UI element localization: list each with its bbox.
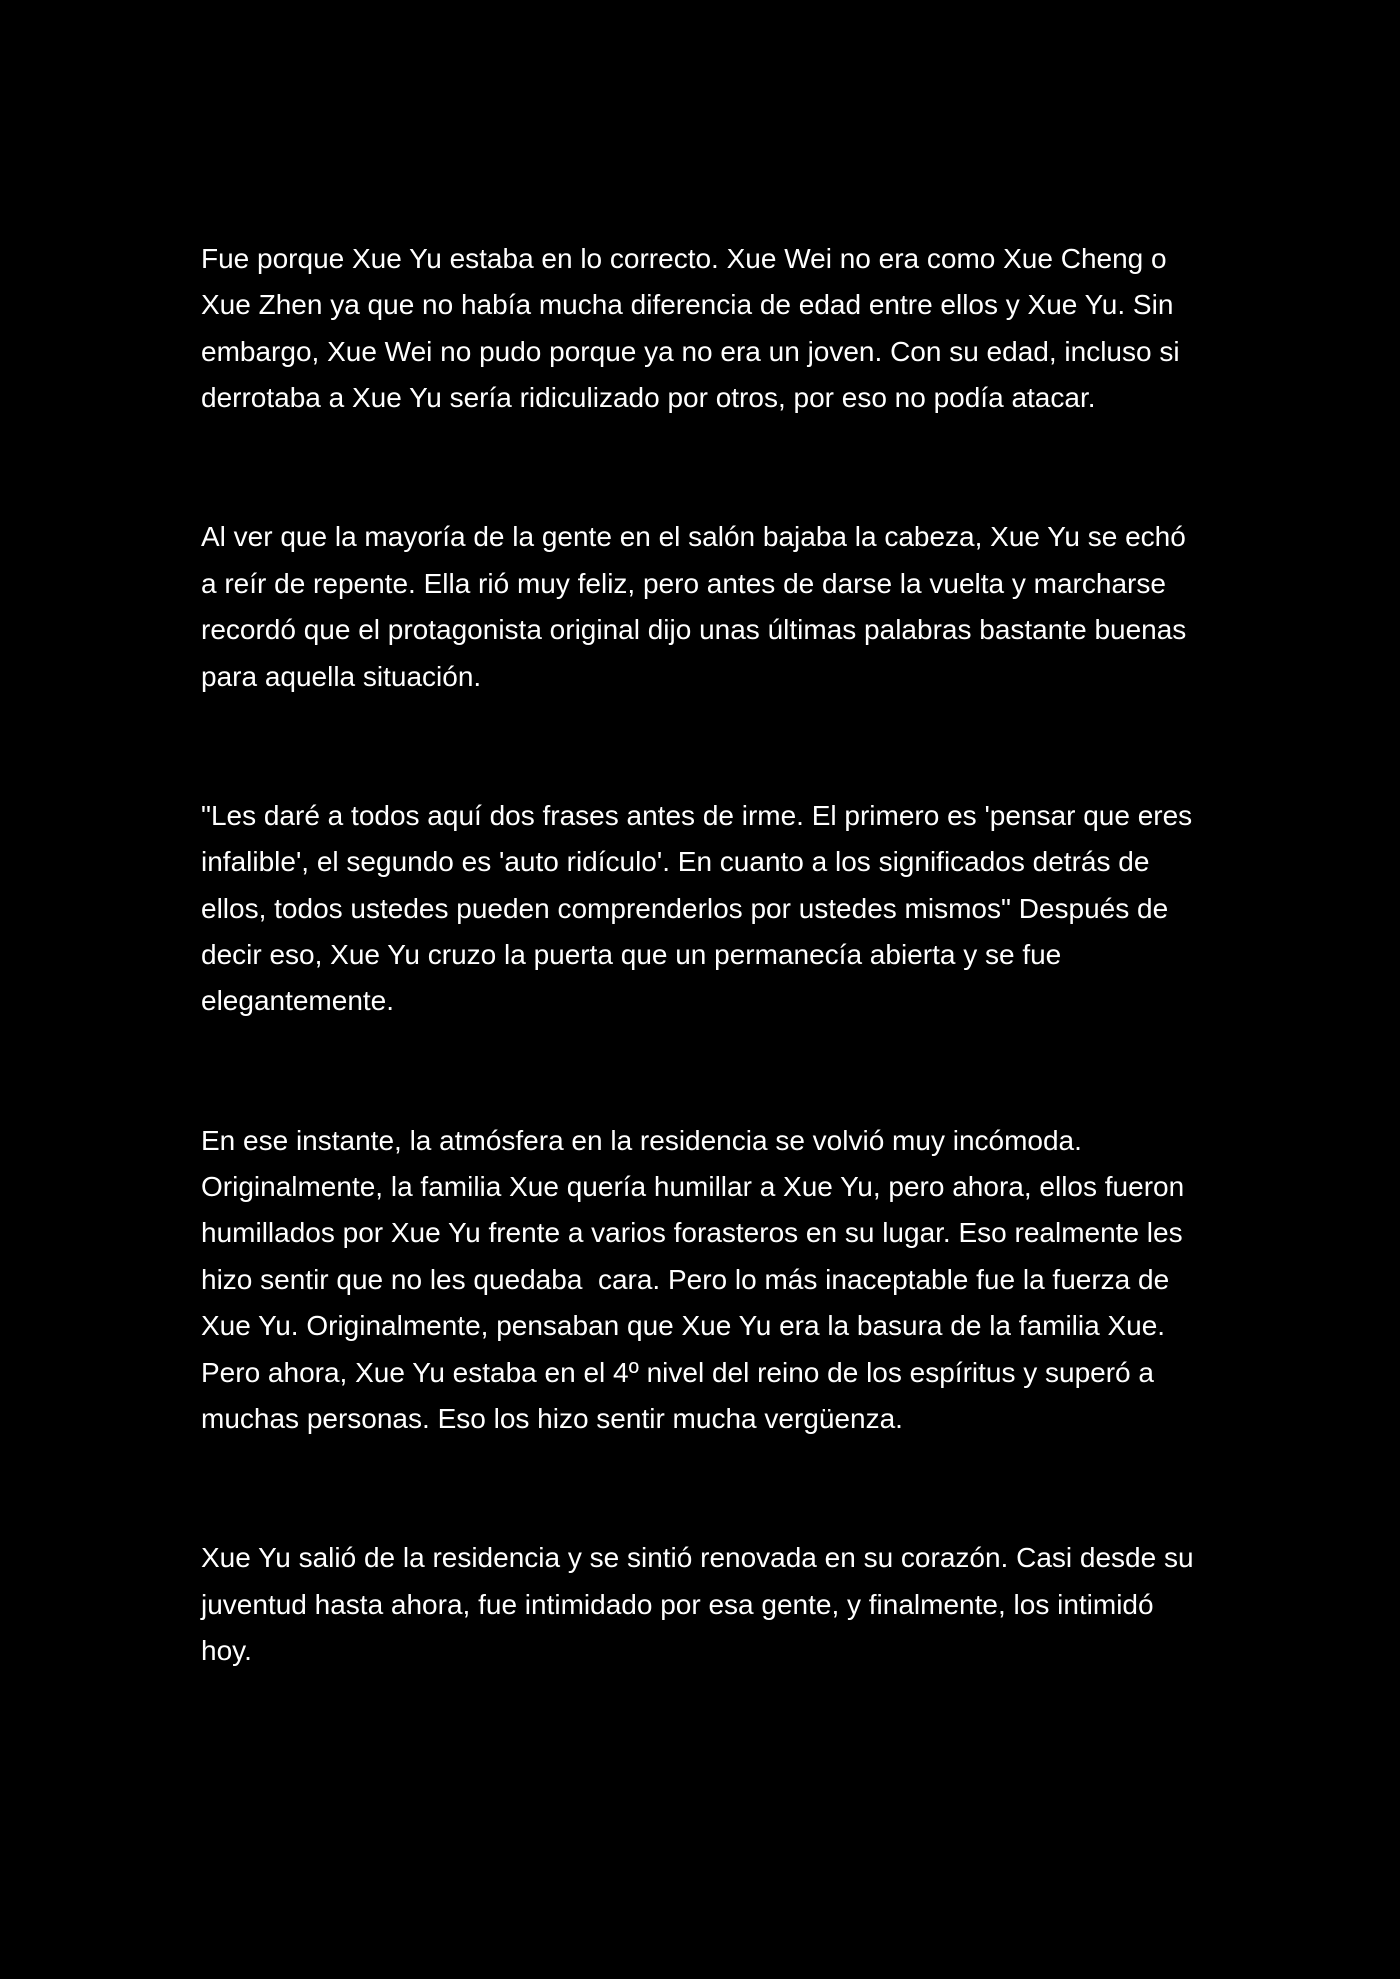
paragraph: En ese instante, la atmósfera en la residencia se volvió muy incómoda. Originalmente, la familia Xue quería humillar a Xue Yu, pero ahora, ellos fueron humillados por Xue Yu frente a varios forasteros en su lugar. Eso realmente les hizo sentir que no les quedaba cara. Pero lo más inaceptable fue la fuerza de Xue Yu. Originalmente, pensaban que Xue Yu era la basura de la familia Xue. Pero ahora, Xue Yu estaba en el 4º nivel del reino de los espíritus y superó a muchas personas. Eso los hizo sentir mucha vergüenza. — [201, 1124, 1192, 1435]
document-body — [201, 236, 1201, 1675]
paragraph: "Les daré a todos aquí dos frases antes de irme. El primero es 'pensar que eres infalible', el segundo es 'auto ridículo'. En cuanto a los significados detrás de ellos, todos ustedes pueden comprenderlos por ustedes mismos" Después de decir eso, Xue Yu cruzo la puerta que un permanecía abierta y se fue elegantemente. — [201, 799, 1200, 1017]
paragraph-spacer — [201, 422, 1201, 515]
paragraph: Al ver que la mayoría de la gente en el salón bajaba la cabeza, Xue Yu se echó a reír de repente. Ella rió muy feliz, pero antes de darse la vuelta y marcharse recordó que el protagonista original dijo unas últimas palabras bastante buenas para aquella situación. — [201, 521, 1195, 692]
paragraph-spacer — [201, 1443, 1201, 1536]
paragraph-spacer — [201, 1025, 1201, 1118]
paragraph-spacer — [201, 700, 1201, 793]
paragraph: Xue Yu salió de la residencia y se sintió renovada en su corazón. Casi desde su juventud hasta ahora, fue intimidado por esa gente, y finalmente, los intimidó hoy. — [201, 1542, 1202, 1667]
paragraph: Fue porque Xue Yu estaba en lo correcto. Xue Wei no era como Xue Cheng o Xue Zhen ya que no había mucha diferencia de edad entre ellos y Xue Yu. Sin embargo, Xue Wei no pudo porque ya no era un joven. Con su edad, incluso si derrotaba a Xue Yu sería ridiculizado por otros, por eso no podía atacar. — [201, 243, 1188, 414]
